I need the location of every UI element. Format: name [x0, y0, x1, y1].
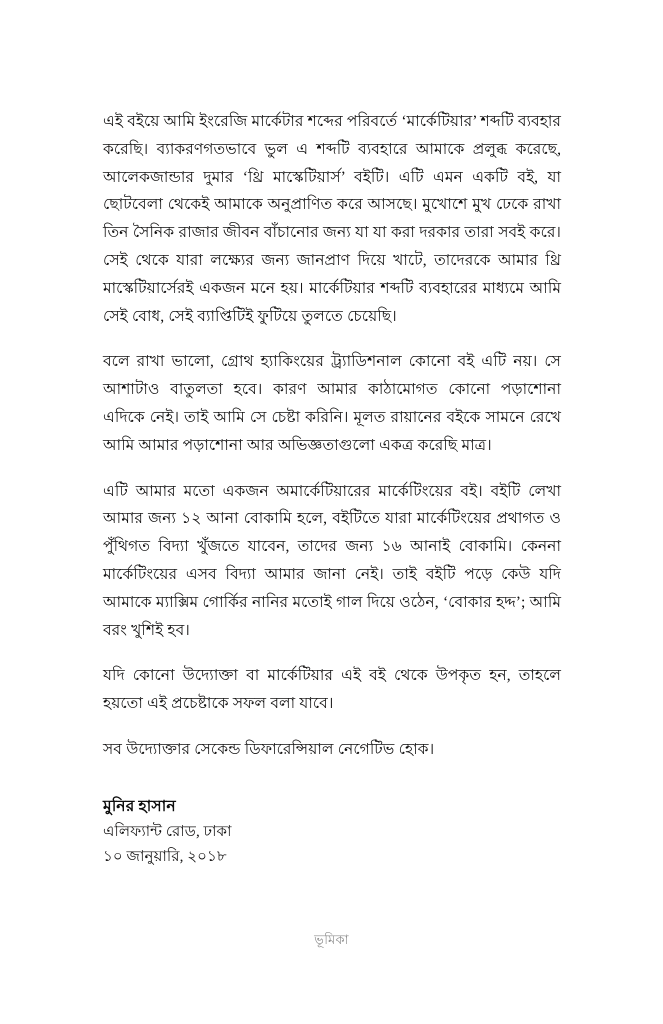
signature-block [103, 794, 561, 870]
paragraph-5: সব উদ্যোক্তার সেকেন্ড ডিফারেন্সিয়াল নেগেটিভ হোক। [103, 740, 435, 758]
author-address: এলিফ্যান্ট রোড, ঢাকা [103, 822, 232, 840]
author-name: মুনির হাসান [103, 797, 176, 815]
author-date: ১০ জানুয়ারি, ২০১৮ [103, 848, 227, 866]
page-footer [0, 930, 663, 952]
paragraph-2: বলে রাখা ভালো, গ্রোথ হ্যাকিংয়ের ট্র্যাডিশনাল কোনো বই এটি নয়। সে আশাটাও বাতুলতা হবে। কারণ আমার কাঠামোগত কোনো পড়াশোনা এদিকে নেই। তাই আমি সে চেষ্টা করিনি। মূলত রায়ানের বইকে সামনে রেখে আমি আমার পড়াশোনা আর অভিজ্ঞতাগুলো একত্র করেছি মাত্র। [103, 353, 561, 454]
page-content [103, 108, 561, 870]
paragraph-4: যদি কোনো উদ্যোক্তা বা মার্কেটিয়ার এই বই থেকে উপকৃত হন, তাহলে হয়তো এই প্রচেষ্টাকে সফল বলা যাবে। [103, 667, 561, 713]
paragraph-1: এই বইয়ে আমি ইংরেজি মার্কেটার শব্দের পরিবর্তে ‘মার্কেটিয়ার’ শব্দটি ব্যবহার করেছি। ব্যাকরণগতভাবে ভুল এ শব্দটি ব্যবহারে আমাকে প্রলুব্ধ করেছে, আলেকজান্ডার দুমার ‘থ্রি মাস্কেটিয়ার্স’ বইটি। এটি এমন একটি বই, যা ছোটবেলা থেকেই আমাকে অনুপ্রাণিত করে আসছে। মুখোশে মুখ ঢেকে রাখা তিন সৈনিক রাজার জীবন বাঁচানোর জন্য যা যা করা দরকার তারা সবই করে। সেই থেকে যারা লক্ষ্যের জন্য জানপ্রাণ দিয়ে খাটে, তাদেরকে আমার থ্রি মাস্কেটিয়ার্সেরই একজন মনে হয়। মার্কেটিয়ার শব্দটি ব্যবহারের মাধ্যমে আমি সেই বোধ, সেই ব্যাপ্তিটিই ফুটিয়ে তুলতে চেয়েছি। [103, 113, 561, 325]
footer-label: ভূমিকা [314, 932, 349, 947]
paragraph-3: এটি আমার মতো একজন অমার্কেটিয়ারের মার্কেটিংয়ের বই। বইটি লেখা আমার জন্য ১২ আনা বোকামি হলে, বইটিতে যারা মার্কেটিংয়ের প্রথাগত ও পুঁথিগত বিদ্যা খুঁজতে যাবেন, তাদের জন্য ১৬ আনাই বোকামি। কেননা মার্কেটিংয়ের এসব বিদ্যা আমার জানা নেই। তাই বইটি পড়ে কেউ যদি আমাকে ম্যাক্সিম গোর্কির নানির মতোই গাল দিয়ে ওঠেন, ‘বোকার হদ্দ’; আমি বরং খুশিই হব। [103, 482, 561, 639]
